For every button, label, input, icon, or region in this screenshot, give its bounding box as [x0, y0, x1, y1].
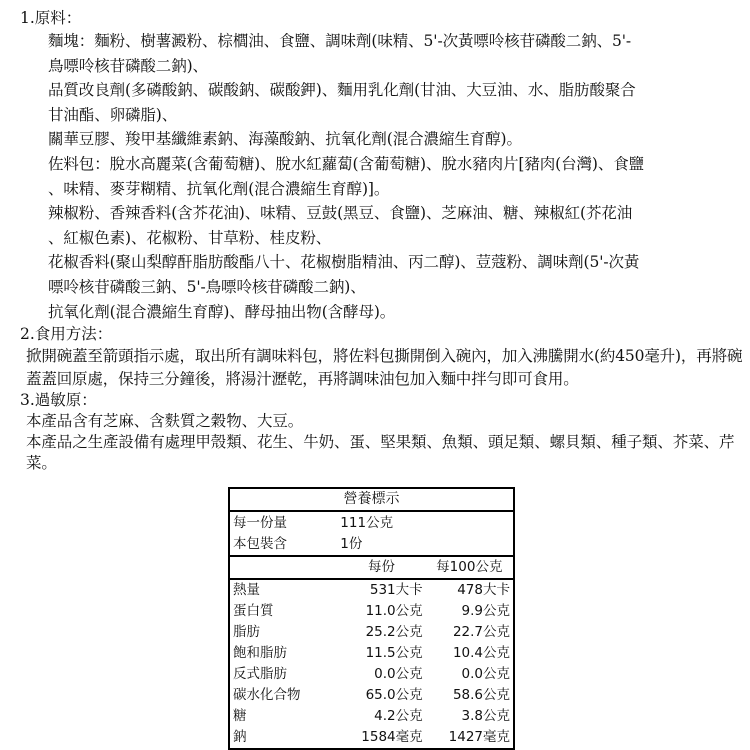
section-preparation [0, 324, 750, 390]
nutrition-facts-table-wrapper [228, 487, 515, 750]
table-row [229, 622, 514, 643]
ingredient-line: 關華豆膠、羧甲基纖維素鈉、海藻酸鈉、抗氧化劑(混合濃縮生育醇)。 [48, 130, 522, 149]
ingredient-line: 麵塊：麵粉、樹薯澱粉、棕櫚油、食鹽、調味劑(味精、5'-次黃嘌呤核苷磷酸二鈉、5'- [48, 32, 632, 50]
nutrient-name: 蛋白質 [233, 603, 274, 619]
nutrient-per-100g: 0.0公克 [461, 666, 510, 682]
table-row [229, 727, 514, 749]
section-2-number: 2. [20, 325, 35, 344]
ingredient-line: 抗氧化劑(混合濃縮生育醇)、酵母抽出物(含酵母)。 [48, 302, 396, 321]
nutrient-per-serving: 11.0公克 [365, 603, 423, 619]
section-3-title: 過敏原： [34, 391, 97, 410]
nutrient-name: 鈉 [233, 729, 247, 745]
section-3-heading [0, 390, 750, 411]
nutrient-per-serving: 25.2公克 [365, 624, 423, 640]
section-2-body [0, 345, 750, 390]
nutrient-per-100g: 3.8公克 [461, 708, 510, 724]
nutrition-column-header-row [229, 556, 514, 579]
ingredient-line: 甘油酯、卵磷脂)、 [48, 105, 178, 124]
preparation-text: 掀開碗蓋至箭頭指示處，取出所有調味料包，將佐料包撕開倒入碗內，加入沸騰開水(約450毫升)，再將碗蓋蓋回原處，保持三分鐘後，將湯汁瀝乾，再將調味油包加入麵中拌勻即可食用。 [26, 347, 743, 388]
nutrient-per-serving: 531大卡 [369, 582, 423, 598]
nutrient-name: 反式脂肪 [233, 666, 287, 682]
section-1-title: 原料： [34, 9, 82, 27]
nutrition-title-row [229, 488, 514, 511]
nutrient-name: 碳水化合物 [233, 687, 301, 703]
ingredient-line: 、味精、麥芽糊精、抗氧化劑(混合濃縮生育醇)]。 [48, 179, 390, 198]
table-row [229, 643, 514, 664]
nutrient-per-100g: 22.7公克 [452, 624, 510, 640]
nutrient-per-100g: 9.9公克 [461, 603, 510, 619]
column-header-per-serving: 每份 [337, 556, 425, 579]
table-row [229, 685, 514, 706]
allergen-text: 本產品之生產設備有處理甲殼類、花生、牛奶、蛋、堅果類、魚類、頭足類、螺貝類、種子類、芥菜、芹菜。 [26, 433, 735, 473]
nutrient-per-100g: 58.6公克 [452, 687, 510, 703]
column-header-per-100g: 每100公克 [426, 556, 514, 579]
serving-size-label: 每一份量 [233, 515, 287, 531]
nutrient-per-100g: 478大卡 [457, 582, 510, 598]
nutrient-per-serving: 4.2公克 [374, 708, 423, 724]
section-2-title: 食用方法： [34, 325, 113, 344]
nutrient-per-serving: 1584毫克 [361, 729, 423, 745]
ingredient-line: 花椒香料(聚山梨醇酐脂肪酸酯八十、花椒樹脂精油、丙二醇)、荳蔻粉、調味劑(5'-次黃 [48, 253, 640, 272]
ingredient-line: 辣椒粉、香辣香料(含芥花油)、味精、豆鼓(黑豆、食鹽)、芝麻油、糖、辣椒紅(芥花油 [48, 204, 633, 223]
section-1-number: 1. [20, 9, 35, 27]
nutrient-per-serving: 65.0公克 [365, 687, 423, 703]
nutrient-per-serving: 0.0公克 [374, 666, 423, 682]
ingredient-line: 佐料包：脫水高麗菜(含葡萄糖)、脫水紅蘿蔔(含葡萄糖)、脫水豬肉片[豬肉(台灣)、食鹽 [48, 154, 645, 173]
nutrient-per-100g: 10.4公克 [452, 645, 510, 661]
allergen-text: 本產品含有芝麻、含麩質之穀物、大豆。 [26, 412, 304, 431]
table-row [229, 601, 514, 622]
nutrient-name: 飽和脂肪 [233, 645, 287, 661]
section-1-body [0, 29, 750, 324]
serving-size-value: 111公克 [340, 515, 394, 531]
ingredient-line: 嘌呤核苷磷酸三鈉、5'-鳥嘌呤核苷磷酸二鈉)、 [48, 277, 366, 296]
column-header-blank [229, 556, 337, 579]
nutrition-title: 營養標示 [229, 488, 514, 511]
section-allergens [0, 390, 750, 474]
nutrition-facts-table [228, 487, 515, 750]
ingredient-line: 鳥嘌呤核苷磷酸二鈉)、 [48, 56, 208, 75]
section-3-number: 3. [20, 391, 35, 410]
table-row [229, 579, 514, 601]
table-row [229, 664, 514, 685]
ingredient-line: 品質改良劑(多磷酸鈉、碳酸鈉、碳酸鉀)、麵用乳化劑(甘油、大豆油、水、脂肪酸聚合 [48, 81, 636, 100]
ingredient-line: 、紅椒色素)、花椒粉、甘草粉、桂皮粉、 [48, 228, 332, 247]
package-count-label: 本包裝含 [229, 534, 337, 556]
package-count-row [229, 534, 514, 556]
serving-size-row [229, 511, 514, 534]
nutrient-name: 熱量 [233, 582, 260, 598]
nutrient-per-serving: 11.5公克 [365, 645, 423, 661]
nutrient-name: 糖 [233, 708, 247, 724]
section-ingredients [0, 8, 750, 324]
package-count-value: 1份 [337, 534, 514, 556]
table-row [229, 706, 514, 727]
section-3-body [0, 411, 750, 474]
nutrient-per-100g: 1427毫克 [448, 729, 510, 745]
nutrient-name: 脂肪 [233, 624, 260, 640]
section-2-heading [0, 324, 750, 345]
section-1-heading [0, 8, 750, 29]
